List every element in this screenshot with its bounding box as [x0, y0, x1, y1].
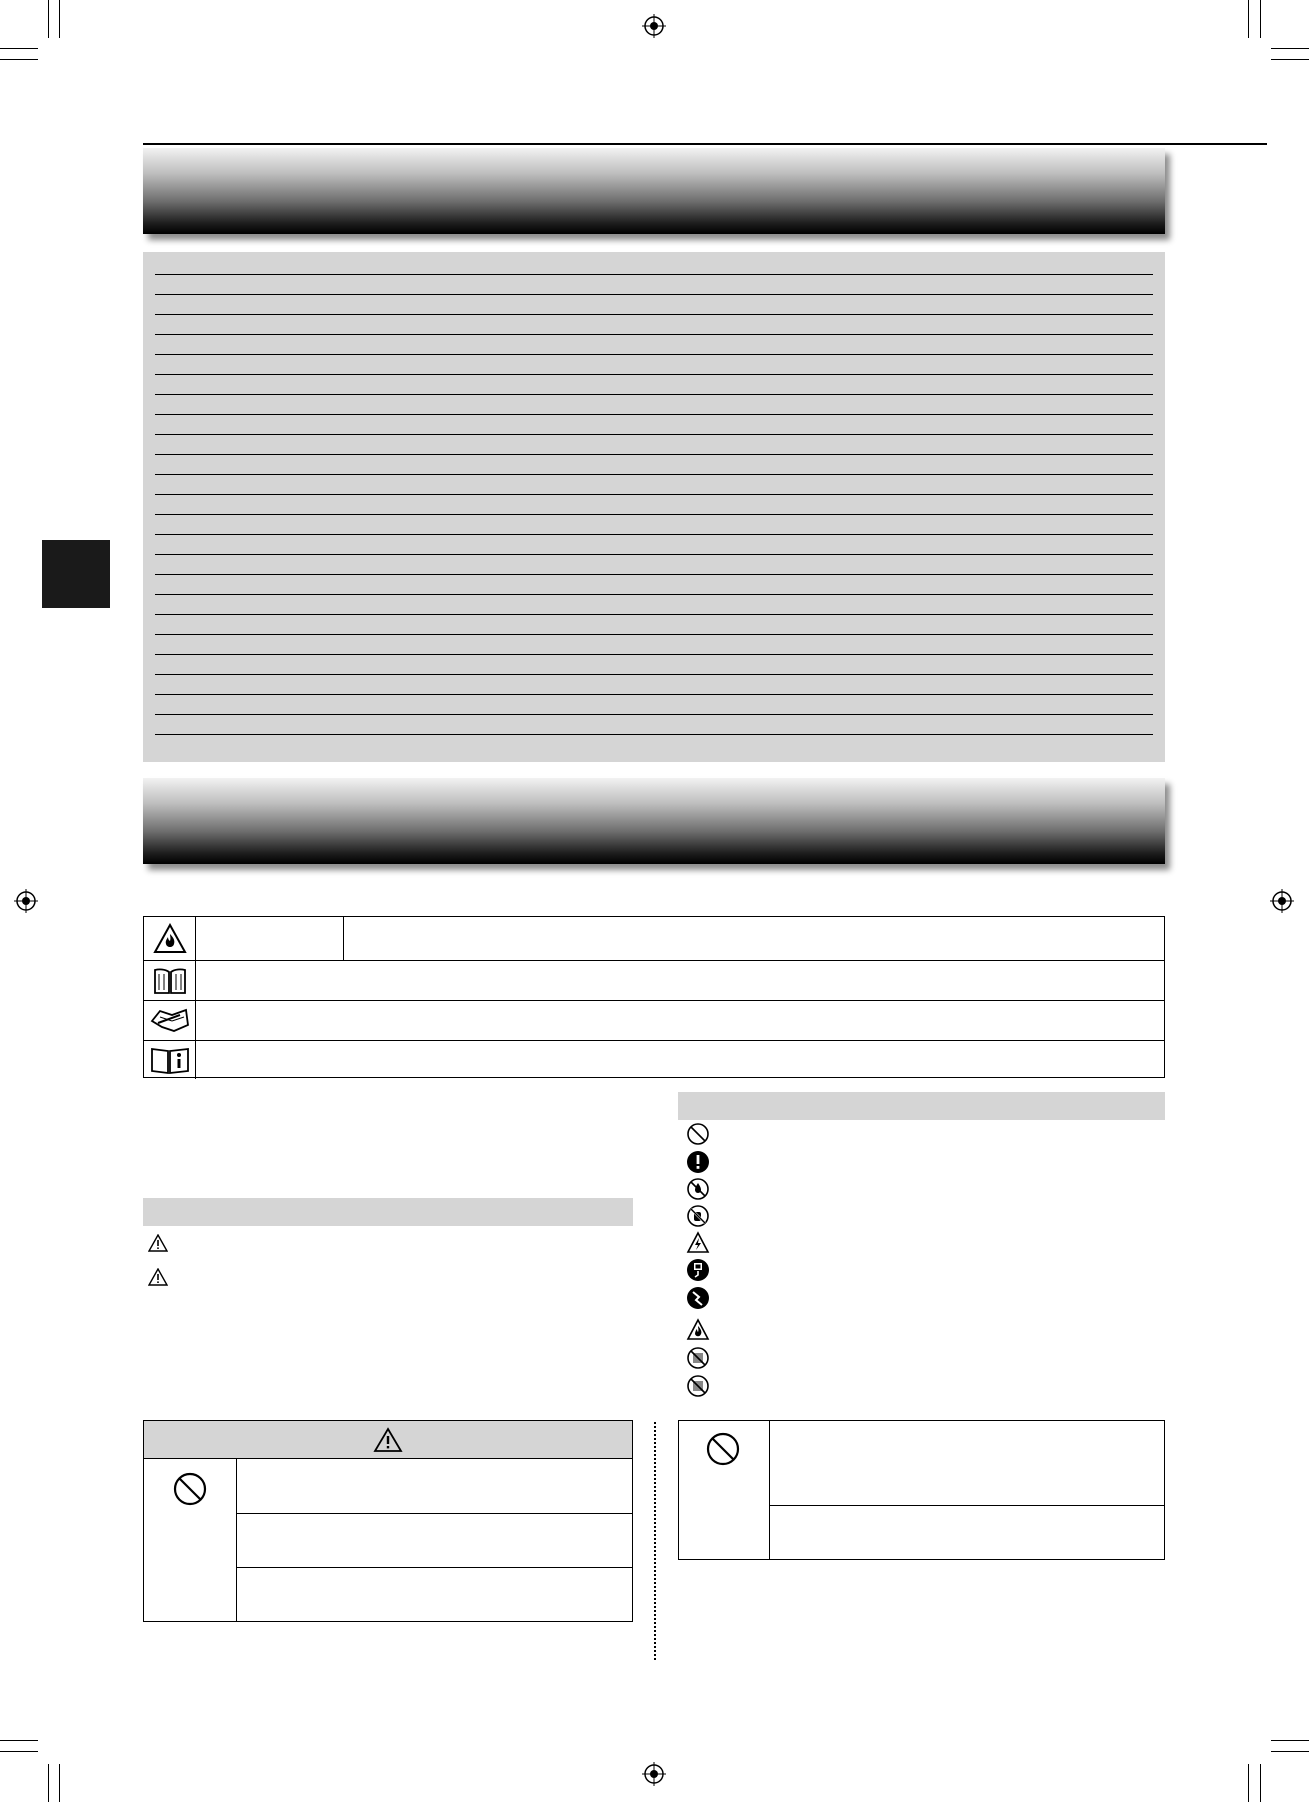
ground-connection-icon [686, 1286, 710, 1310]
contents-rule [155, 314, 1153, 315]
table-row [144, 961, 1164, 1001]
contents-rule [155, 514, 1153, 515]
crop-mark [48, 0, 49, 38]
notes-heading [143, 1198, 633, 1226]
contents-rule [155, 274, 1153, 275]
row-divider [236, 1567, 632, 1568]
contents-rule [155, 734, 1153, 735]
registration-mark-icon [642, 14, 666, 38]
language-side-tab [42, 540, 110, 608]
symbol-cell [144, 1041, 196, 1079]
crop-mark [0, 1740, 38, 1741]
crop-mark [0, 59, 38, 60]
manual-book-icon [152, 966, 188, 996]
section-header-safety [143, 778, 1165, 864]
contents-rule [155, 414, 1153, 415]
warning-table [143, 1420, 633, 1622]
registration-mark-icon [642, 1762, 666, 1786]
crop-mark [1248, 0, 1249, 38]
table-row [144, 1041, 1164, 1079]
flame-warning-icon [153, 923, 187, 955]
symbol-cell [144, 917, 196, 960]
prohibited-icon [686, 1122, 710, 1146]
row-divider [769, 1505, 1164, 1506]
column-divider [769, 1421, 770, 1559]
no-touch-icon [686, 1346, 710, 1370]
contents-rule [155, 354, 1153, 355]
crop-mark [1271, 59, 1309, 60]
table-row [144, 917, 1164, 961]
row-divider [236, 1513, 632, 1514]
caution-triangle-icon [148, 1268, 168, 1286]
crop-mark [0, 48, 38, 49]
warning-triangle-icon [373, 1427, 403, 1453]
contents-rule [155, 294, 1153, 295]
contents-rule [155, 674, 1153, 675]
crop-mark [1260, 1764, 1261, 1802]
symbol-list-heading [678, 1092, 1165, 1120]
contents-rule [155, 714, 1153, 715]
electric-shock-icon [686, 1231, 710, 1255]
contents-rule [155, 634, 1153, 635]
crop-mark [48, 1764, 49, 1802]
unplug-icon [686, 1258, 710, 1282]
symbol-meaning-table [143, 916, 1165, 1078]
info-manual-icon [150, 1045, 190, 1075]
column-separator [654, 1422, 656, 1660]
warning-table [678, 1420, 1165, 1560]
crop-mark [1271, 48, 1309, 49]
contents-rule [155, 654, 1153, 655]
prohibited-icon [172, 1471, 208, 1507]
flammable-icon [686, 1318, 710, 1342]
crop-mark [1271, 1751, 1309, 1752]
crop-mark [59, 0, 60, 38]
contents-rule [155, 494, 1153, 495]
no-touch-2-icon [686, 1374, 710, 1398]
crop-mark [1271, 1740, 1309, 1741]
warning-triangle-icon [148, 1234, 168, 1252]
table-row [144, 1001, 1164, 1041]
contents-rule [155, 474, 1153, 475]
registration-mark-icon [14, 889, 38, 913]
contents-rule [155, 394, 1153, 395]
column-divider [236, 1459, 237, 1621]
mandatory-exclamation-icon [686, 1150, 710, 1174]
contents-rule [155, 454, 1153, 455]
contents-rule [155, 694, 1153, 695]
contents-rule [155, 374, 1153, 375]
contents-rule [155, 334, 1153, 335]
symbol-label-cell [196, 917, 344, 960]
symbol-cell [144, 961, 196, 1000]
read-manual-icon [150, 1007, 190, 1035]
contents-rule [155, 534, 1153, 535]
registration-mark-icon [1270, 889, 1294, 913]
header-rule [143, 143, 1267, 145]
contents-rule [155, 554, 1153, 555]
section-header-contents [143, 148, 1165, 234]
contents-rule [155, 574, 1153, 575]
contents-panel [143, 252, 1165, 762]
crop-mark [1248, 1764, 1249, 1802]
no-water-icon [686, 1177, 710, 1201]
no-wet-hands-icon [686, 1204, 710, 1228]
contents-rule [155, 614, 1153, 615]
contents-rule [155, 434, 1153, 435]
warning-table-header [144, 1421, 632, 1459]
symbol-cell [144, 1001, 196, 1040]
crop-mark [1260, 0, 1261, 38]
contents-rule [155, 594, 1153, 595]
crop-mark [59, 1764, 60, 1802]
prohibited-icon [705, 1431, 741, 1467]
crop-mark [0, 1751, 38, 1752]
